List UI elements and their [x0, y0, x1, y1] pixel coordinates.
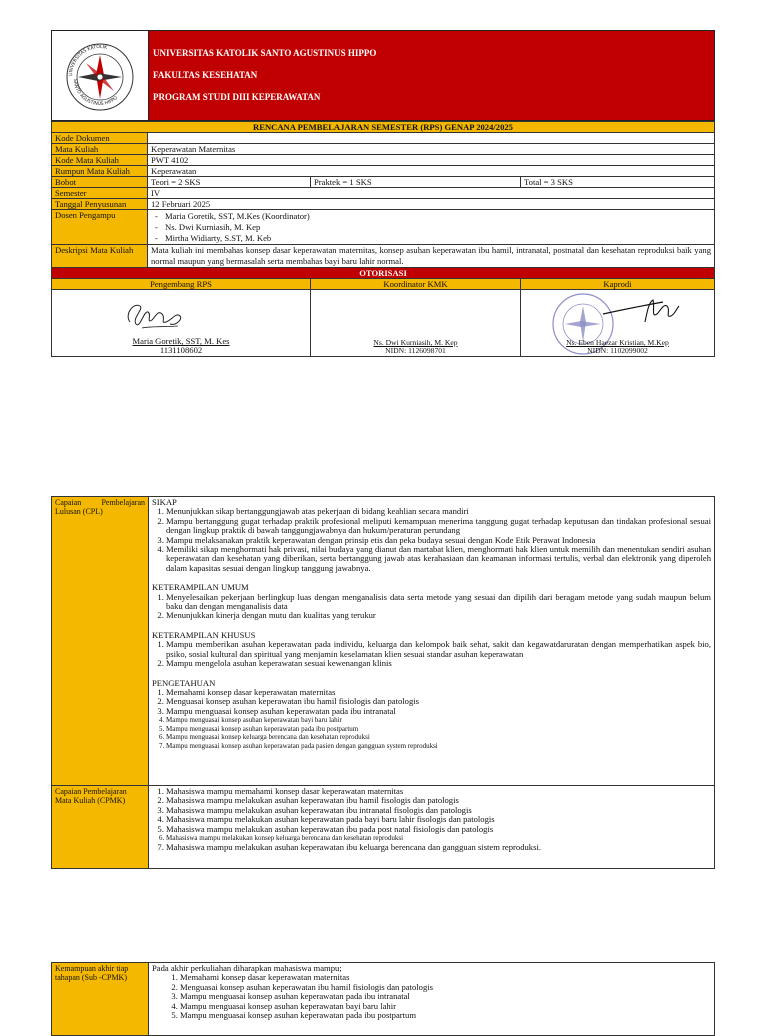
rps-title: RENCANA PEMBELAJARAN SEMESTER (RPS) GENAP 2024/2025 [52, 122, 715, 133]
svg-text:SANTO AGUSTINUS HIPPO: SANTO AGUSTINUS HIPPO [71, 78, 119, 108]
signer-name: Ns. Dwi Kurniasih, M. Kep [373, 338, 458, 347]
signature-cell-koordinator [311, 290, 521, 357]
otorisasi-col: Kaprodi [521, 279, 715, 290]
list-item: 2. Menunjukkan kinerja dengan mutu dan kualitas yang terukur [166, 611, 711, 620]
info-label: Semester [52, 188, 148, 199]
section-title: KETERAMPILAN UMUM [152, 582, 249, 593]
list-item: 4. Mampu menguasai konsep asuhan keperawatan bayi baru lahir [166, 716, 711, 725]
pengetahuan-list-small [152, 716, 711, 750]
keterampilan-umum-list [152, 593, 711, 621]
cpmk-list [152, 787, 711, 834]
sub-cpmk-label: Kemampuan akhir tiap tahapan (Sub -CPMK) [52, 963, 149, 1036]
list-item: 2. Menguasai konsep asuhan keperawatan ibu hamil fisiologis dan patologis [166, 697, 711, 706]
section-title: KETERAMPILAN KHUSUS [152, 629, 256, 640]
list-item: 2. Mahasiswa mampu melakukan asuhan keperawatan ibu hamil fisologis dan patologis [166, 796, 711, 805]
deskripsi-value: Mata kuliah ini membahas konsep dasar keperawatan maternitas, konsep asuhan keperawatan ibu hamil, intranatal, postnatal dan kesehatan reproduksi baik yang normal maupun yang bermasalah serta membahas bayi baru lahir normal. [148, 245, 715, 268]
list-item: 1. Menunjukkan sikap bertanggungjawab atas pekerjaan di bidang keahlian secara mandiri [166, 507, 711, 516]
info-value: 12 Februari 2025 [148, 199, 715, 210]
list-item: 1. Mampu memberikan asuhan keperawatan pada individu, keluarga dan kelompok baik sehat, sakit dan kegawatdaruratan dengan memperhatikan aspek bio, psiko, sosial kultural dan spiritual yang menjamin keselamatan klien sesuai standar asuhan keperawatan [166, 640, 711, 659]
info-value: IV [148, 188, 715, 199]
info-label: Dosen Pengampu [52, 210, 148, 245]
rps-info-table [51, 121, 715, 357]
list-item: 3. Mampu melaksanakan praktik keperawatan dengan prinsip etis dan peka budaya sesuai dengan Kode Etik Perawat Indonesia [166, 536, 711, 545]
list-item: 1. Menyelesaikan pekerjaan berlingkup luas dengan menganalisis data serta metode yang sesuai dan dipilih dari beragam metode yang sudah maupun belum baku dan dengan menganalisis data [166, 593, 711, 612]
signature-icon [122, 296, 186, 332]
info-label: Mata Kuliah [52, 144, 148, 155]
signer-name: Maria Goretik, SST, M. Kes [132, 336, 230, 346]
list-item: 1. Mahasiswa mampu memahami konsep dasar keperawatan maternitas [166, 787, 711, 796]
info-value [148, 133, 715, 144]
header-banner [149, 31, 714, 120]
list-item: - Maria Goretik, SST, M.Kes (Koordinator) [155, 211, 711, 222]
list-item: 7. Mampu menguasai konsep asuhan keperawatan pada pasien dengan gangguan system reproduksi [166, 742, 711, 751]
list-item: 1. Memahami konsep dasar keperawatan maternitas [180, 973, 711, 982]
info-value: Keperawatan [148, 166, 715, 177]
list-item: 6. Mahasiswa mampu melakukan konsep keluarga berencana dan kesehatan reproduksi [166, 834, 711, 843]
list-item: 5. Mahasiswa mampu melakukan asuhan keperawatan ibu pada post natal fisiologis dan patologis [166, 825, 711, 834]
list-item: - Ns. Dwi Kurniasih, M. Kep [155, 222, 711, 233]
list-item: 4. Mampu menguasai konsep asuhan keperawatan bayi baru lahir [180, 1002, 711, 1011]
program-name: PROGRAM STUDI DIII KEPERAWATAN [153, 92, 321, 102]
info-label: Tanggal Penyusunan [52, 199, 148, 210]
otorisasi-col: Koordinator KMK [311, 279, 521, 290]
bobot-total: Total = 3 SKS [521, 177, 715, 188]
info-label: Rumpun Mata Kuliah [52, 166, 148, 177]
dosen-list-cell [148, 210, 715, 245]
sub-cpmk-table [51, 962, 715, 1036]
cpmk-list-last [152, 843, 711, 852]
sub-cpmk-intro: Pada akhir perkuliahan diharapkan mahasiswa mampu; [152, 963, 342, 973]
signature-cell-pengembang [52, 290, 311, 357]
signer-id: 1131108602 [159, 345, 203, 355]
dosen-list [151, 211, 711, 244]
faculty-name: FAKULTAS KESEHATAN [153, 70, 258, 80]
sikap-list [152, 507, 711, 573]
bobot-praktek: Praktek = 1 SKS [311, 177, 521, 188]
list-item: 3. Mampu menguasai konsep asuhan keperawatan pada ibu intranatal [180, 992, 711, 1001]
signer-id: NIDN: 1126098701 [385, 346, 446, 355]
info-label: Kode Mata Kuliah [52, 155, 148, 166]
university-name: UNIVERSITAS KATOLIK SANTO AGUSTINUS HIPPO [153, 48, 377, 58]
pengetahuan-list [152, 688, 711, 716]
keterampilan-khusus-list [152, 640, 711, 668]
list-item: 5. Mampu menguasai konsep asuhan keperawatan pada ibu postpartum [166, 725, 711, 734]
cpmk-content [149, 786, 715, 869]
cpl-content [149, 497, 715, 786]
university-seal-icon [52, 31, 148, 120]
info-value: PWT 4102 [148, 155, 715, 166]
document-header [51, 30, 715, 121]
cpmk-label: Capaian Pembelajaran Mata Kuliah (CPMK) [52, 786, 149, 869]
sub-cpmk-content [149, 963, 715, 1036]
section-title: SIKAP [152, 497, 177, 507]
list-item: 2. Mampu bertanggung gugat terhadap praktik profesional meliputi kemampuan menerima tanggung gugat terhadap keputusan dan tindakan profesional sesuai dengan lingkup praktik di bawah tanggungjawabnya dan hukum/peraturan perundang [166, 517, 711, 536]
university-logo [52, 31, 149, 120]
list-item: 5. Mampu menguasai konsep asuhan keperawatan pada ibu postpartum [180, 1011, 711, 1020]
signature-icon [601, 292, 681, 332]
list-item: 7. Mahasiswa mampu melakukan asuhan keperawatan ibu keluarga berencana dan gangguan sistem reproduksi. [166, 843, 711, 852]
signature-cell-kaprodi [521, 290, 715, 357]
list-item: 3. Mahasiswa mampu melakukan asuhan keperawatan ibu intranatal fisologis dan patologis [166, 806, 711, 815]
signer-id: NIDN: 1102099002 [587, 346, 648, 355]
cpl-cpmk-table [51, 496, 715, 869]
list-item: - Mirtha Widiarty, S.ST, M. Keb [155, 233, 711, 244]
list-item: 1. Memahami konsep dasar keperawatan maternitas [166, 688, 711, 697]
otorisasi-title: OTORISASI [52, 268, 715, 279]
otorisasi-col: Pengembang RPS [52, 279, 311, 290]
section-title: PENGETAHUAN [152, 677, 216, 688]
svg-text:UNIVERSITAS KATOLIK: UNIVERSITAS KATOLIK [68, 44, 108, 77]
info-label: Deskripsi Mata Kuliah [52, 245, 148, 268]
info-label: Bobot [52, 177, 148, 188]
list-item: 4. Mahasiswa mampu melakukan asuhan keperawatan pada bayi baru lahir fisologis dan patologis [166, 815, 711, 824]
info-value: Keperawatan Maternitas [148, 144, 715, 155]
list-item: 2. Menguasai konsep asuhan keperawatan ibu hamil fisiologis dan patologis [180, 983, 711, 992]
info-label: Kode Dokumen [52, 133, 148, 144]
list-item: 3. Mampu menguasai konsep asuhan keperawatan pada ibu intranatal [166, 707, 711, 716]
cpl-label: Capaian Pembelajaran Lulusan (CPL) [52, 497, 149, 786]
sub-cpmk-list [152, 973, 711, 1020]
signer-name: Ns. Eben Haezar Kristian, M.Kep [566, 338, 669, 347]
list-item: 4. Memiliki sikap menghormati hak privasi, nilai budaya yang dianut dan martabat klien, menghormati hak klien untuk memilih dan menentukan sendiri asuhan keperawatan dan kesehatan yang diberikan, serta bertanggung jawab atas kerahasiaan dan keamanan informasi tertulis, verbal dan elektronik yang diperoleh dalam kapasitas sesuai dengan lingkup tanggung jawabnya. [166, 545, 711, 573]
list-item: 6. Mampu menguasai konsep keluarga berencana dan kesehatan reproduksi [166, 733, 711, 742]
list-item: 2. Mampu mengelola asuhan keperawatan sesuai kewenangan klinis [166, 659, 711, 668]
bobot-teori: Teori = 2 SKS [148, 177, 311, 188]
